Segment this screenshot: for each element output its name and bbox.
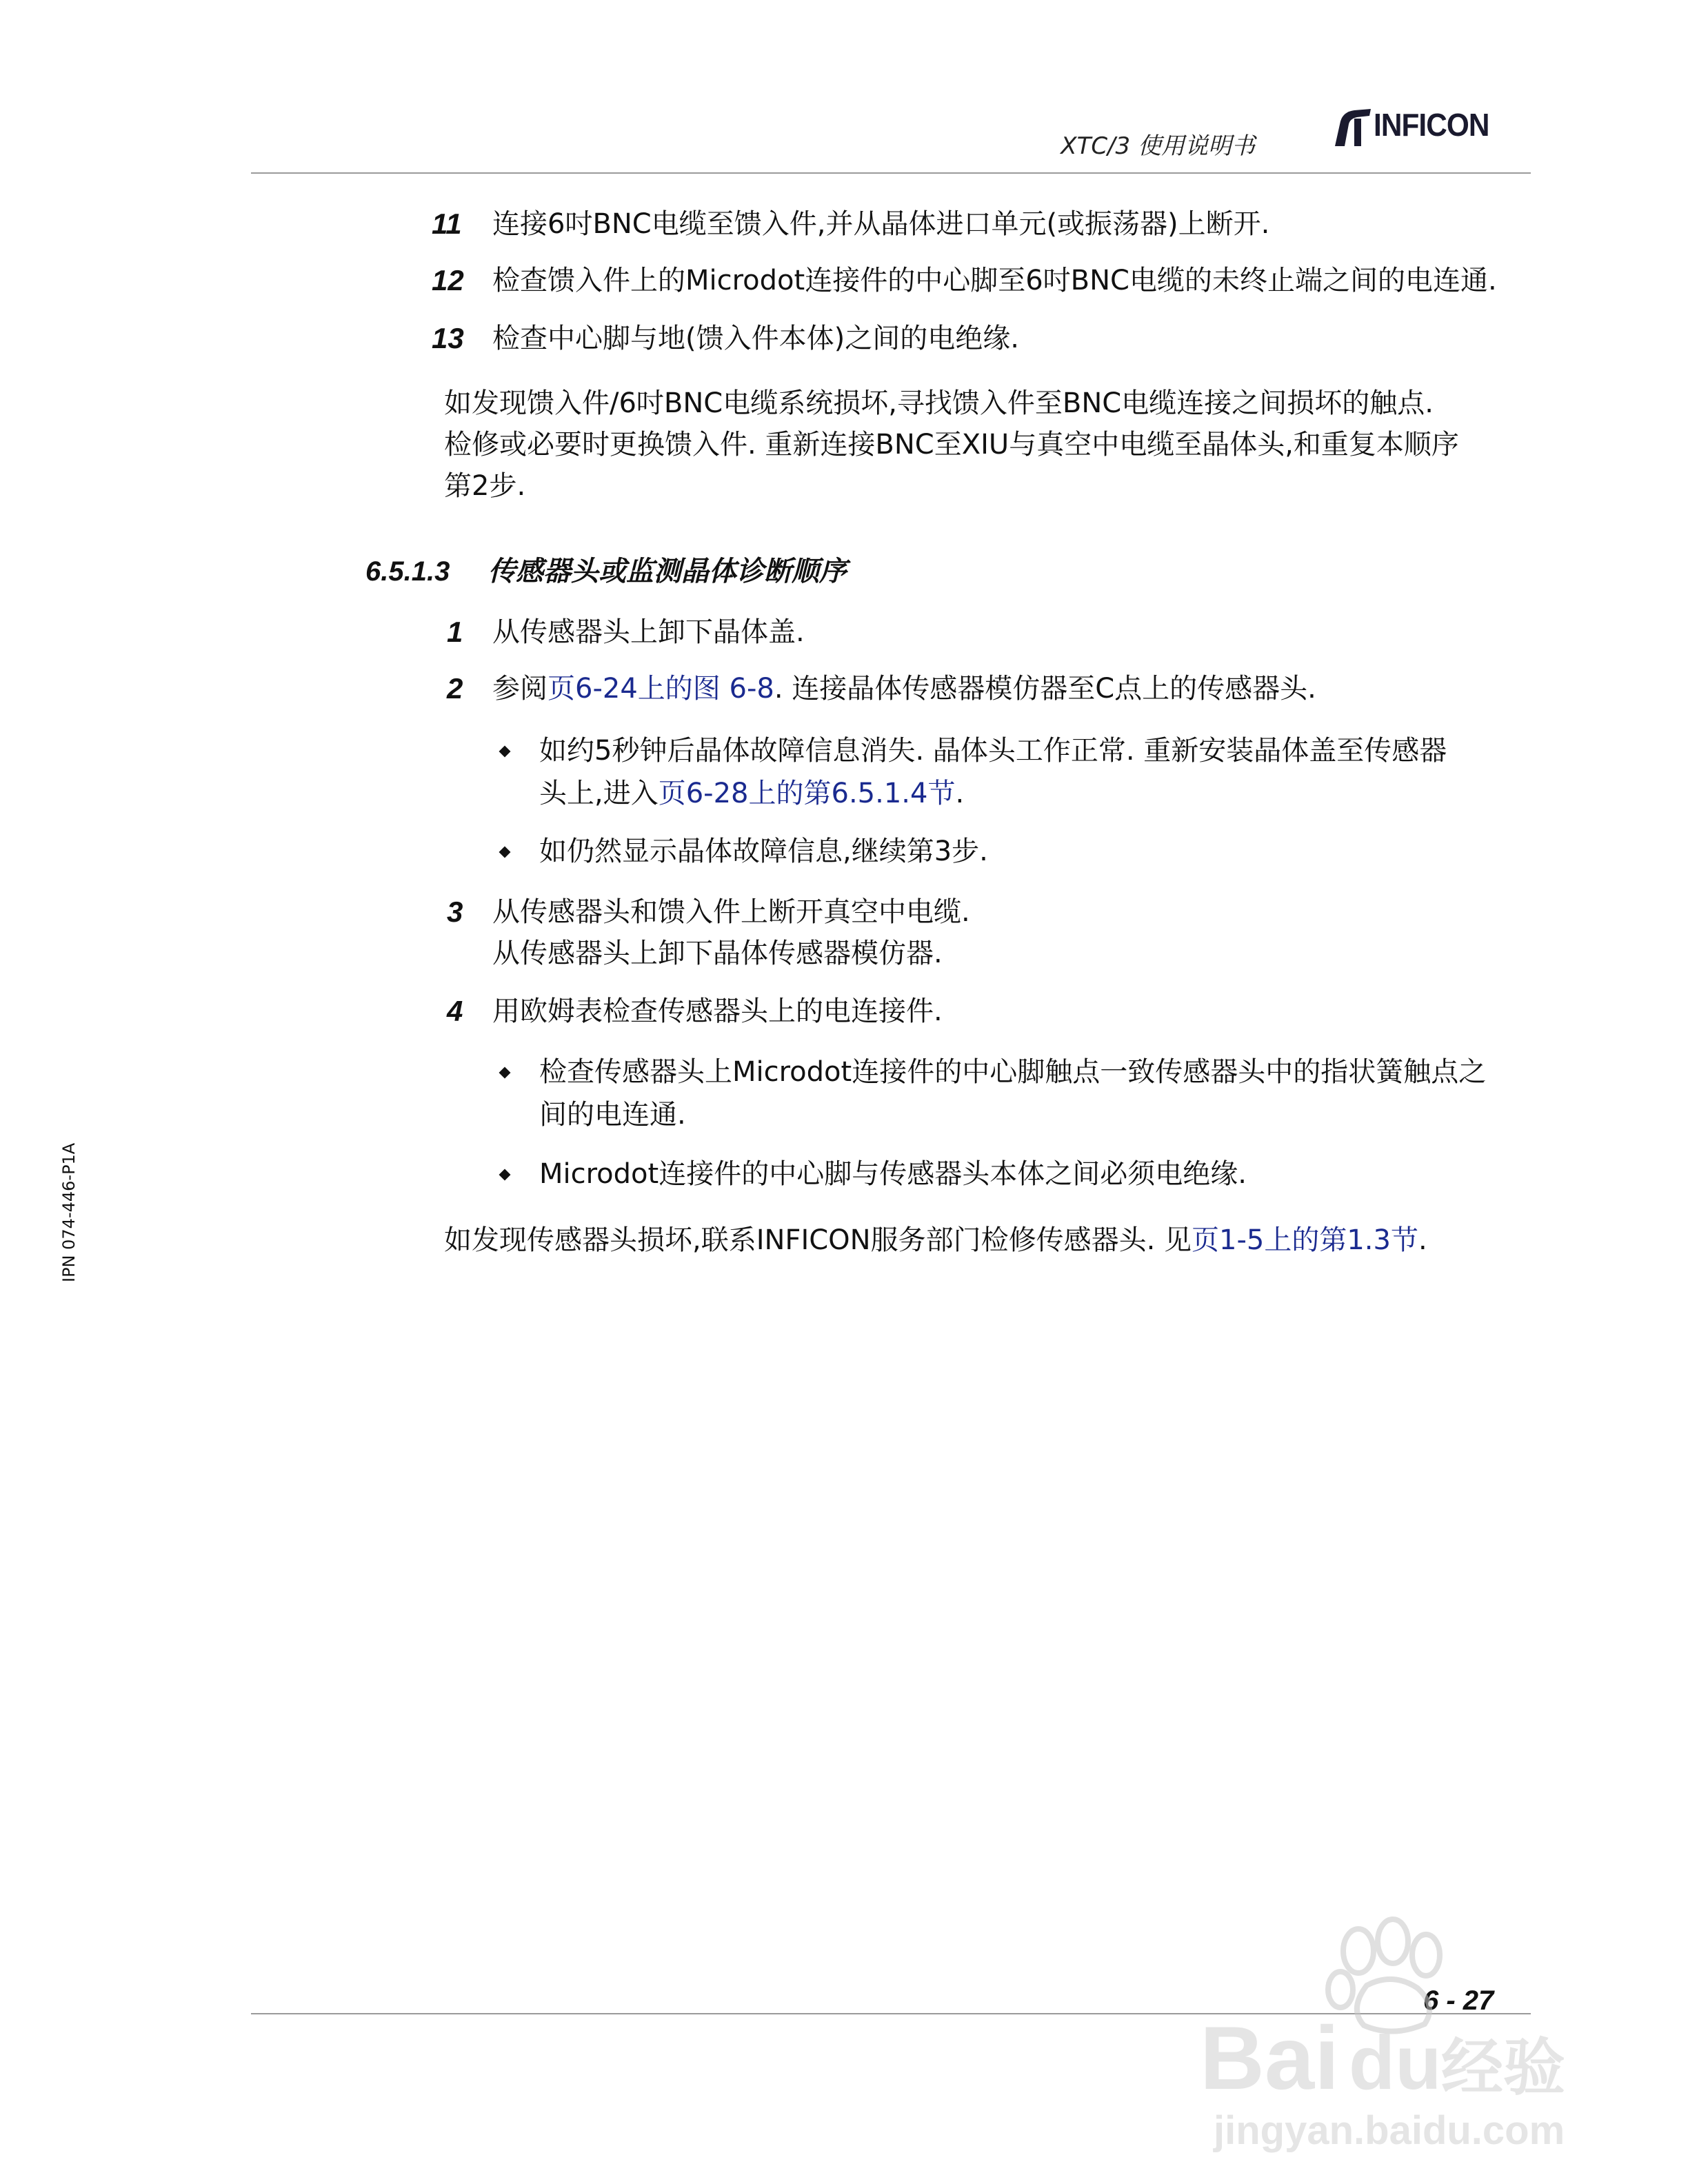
bullet-icon [499,746,511,758]
watermark-bai: Bai [1200,2008,1340,2108]
bullet-text: 如约5秒钟后晶体故障信息消失. 晶体头工作正常. 重新安装晶体盖至传感器 [539,735,1447,767]
bullet-text: 如仍然显示晶体故障信息,继续第3步. [539,836,988,867]
bullet-text-post: . [955,778,965,809]
step-text-pre: 参阅 [492,673,547,705]
step-text [492,669,1316,709]
watermark-url: jingyan.baidu.com [1214,2108,1565,2153]
paragraph-line [444,1220,1427,1260]
paragraph-text-post: . [1418,1224,1427,1256]
bullet-text: 间的电连通. [539,1099,686,1131]
step-number: 13 [432,322,464,354]
step-text: 用欧姆表检查传感器头上的电连接件. [492,995,943,1027]
step-text: 从传感器头和馈入件上断开真空中电缆. [492,896,970,928]
bullet-icon [499,1169,511,1181]
header-rule [251,172,1531,174]
step-text-post: . 连接晶体传感器模仿器至C点上的传感器头. [774,673,1316,705]
bullet-text-pre: 头上,进入 [539,778,659,809]
paragraph-text-pre: 如发现传感器头损坏,联系INFICON服务部门检修传感器头. 见 [444,1224,1192,1256]
bullet-text [539,774,964,813]
paragraph-line: 如发现馈入件/6吋BNC电缆系统损坏,寻找馈入件至BNC电缆连接之间损坏的触点. [444,387,1434,419]
inficon-logo [1331,103,1531,152]
logo-wordmark: INFICON [1374,107,1489,143]
document-ipn-label: IPN 074-446-P1A [59,1142,79,1282]
section-title: 传感器头或监测晶体诊断顺序 [488,556,847,587]
step-number: 4 [447,995,463,1027]
baidu-paw-icon [1186,1903,1572,2165]
step-text: 从传感器头上卸下晶体盖. [492,616,805,648]
baidu-watermark [1186,1903,1572,2165]
section-reference-link[interactable]: 页1-5上的第1.3节 [1192,1224,1418,1256]
step-text: 检查馈入件上的Microdot连接件的中心脚至6吋BNC电缆的未终止端之间的电连通. [492,265,1497,296]
bullet-icon [499,847,511,858]
paragraph-line: 第2步. [444,470,526,502]
step-number: 3 [447,896,463,928]
step-number: 2 [447,672,463,705]
inficon-logo-icon [1331,103,1375,152]
document-title: XTC/3 使用说明书 [1061,132,1255,160]
step-number: 11 [432,208,462,240]
section-number: 6.5.1.3 [365,556,450,587]
section-reference-link[interactable]: 页6-28上的第6.5.1.4节 [658,778,956,809]
bullet-text: 检查传感器头上Microdot连接件的中心脚触点一致传感器头中的指状簧触点之 [539,1056,1487,1088]
step-text: 从传感器头上卸下晶体传感器模仿器. [492,938,943,969]
step-number: 1 [447,616,463,648]
step-text: 连接6吋BNC电缆至馈入件,并从晶体进口单元(或振荡器)上断开. [492,208,1270,240]
step-number: 12 [432,264,464,296]
bullet-text: Microdot连接件的中心脚与传感器头本体之间必须电绝缘. [539,1158,1247,1190]
paragraph-line: 检修或必要时更换馈入件. 重新连接BNC至XIU与真空中电缆至晶体头,和重复本顺序 [444,429,1459,461]
bullet-icon [499,1067,511,1079]
watermark-jingyan: 经验 [1441,2032,1565,2104]
figure-reference-link[interactable]: 页6-24上的图 6-8 [547,673,774,705]
page-number: 6 - 27 [1423,1985,1494,2016]
watermark-du: du [1349,2021,1442,2105]
step-text: 检查中心脚与地(馈入件本体)之间的电绝缘. [492,323,1019,354]
